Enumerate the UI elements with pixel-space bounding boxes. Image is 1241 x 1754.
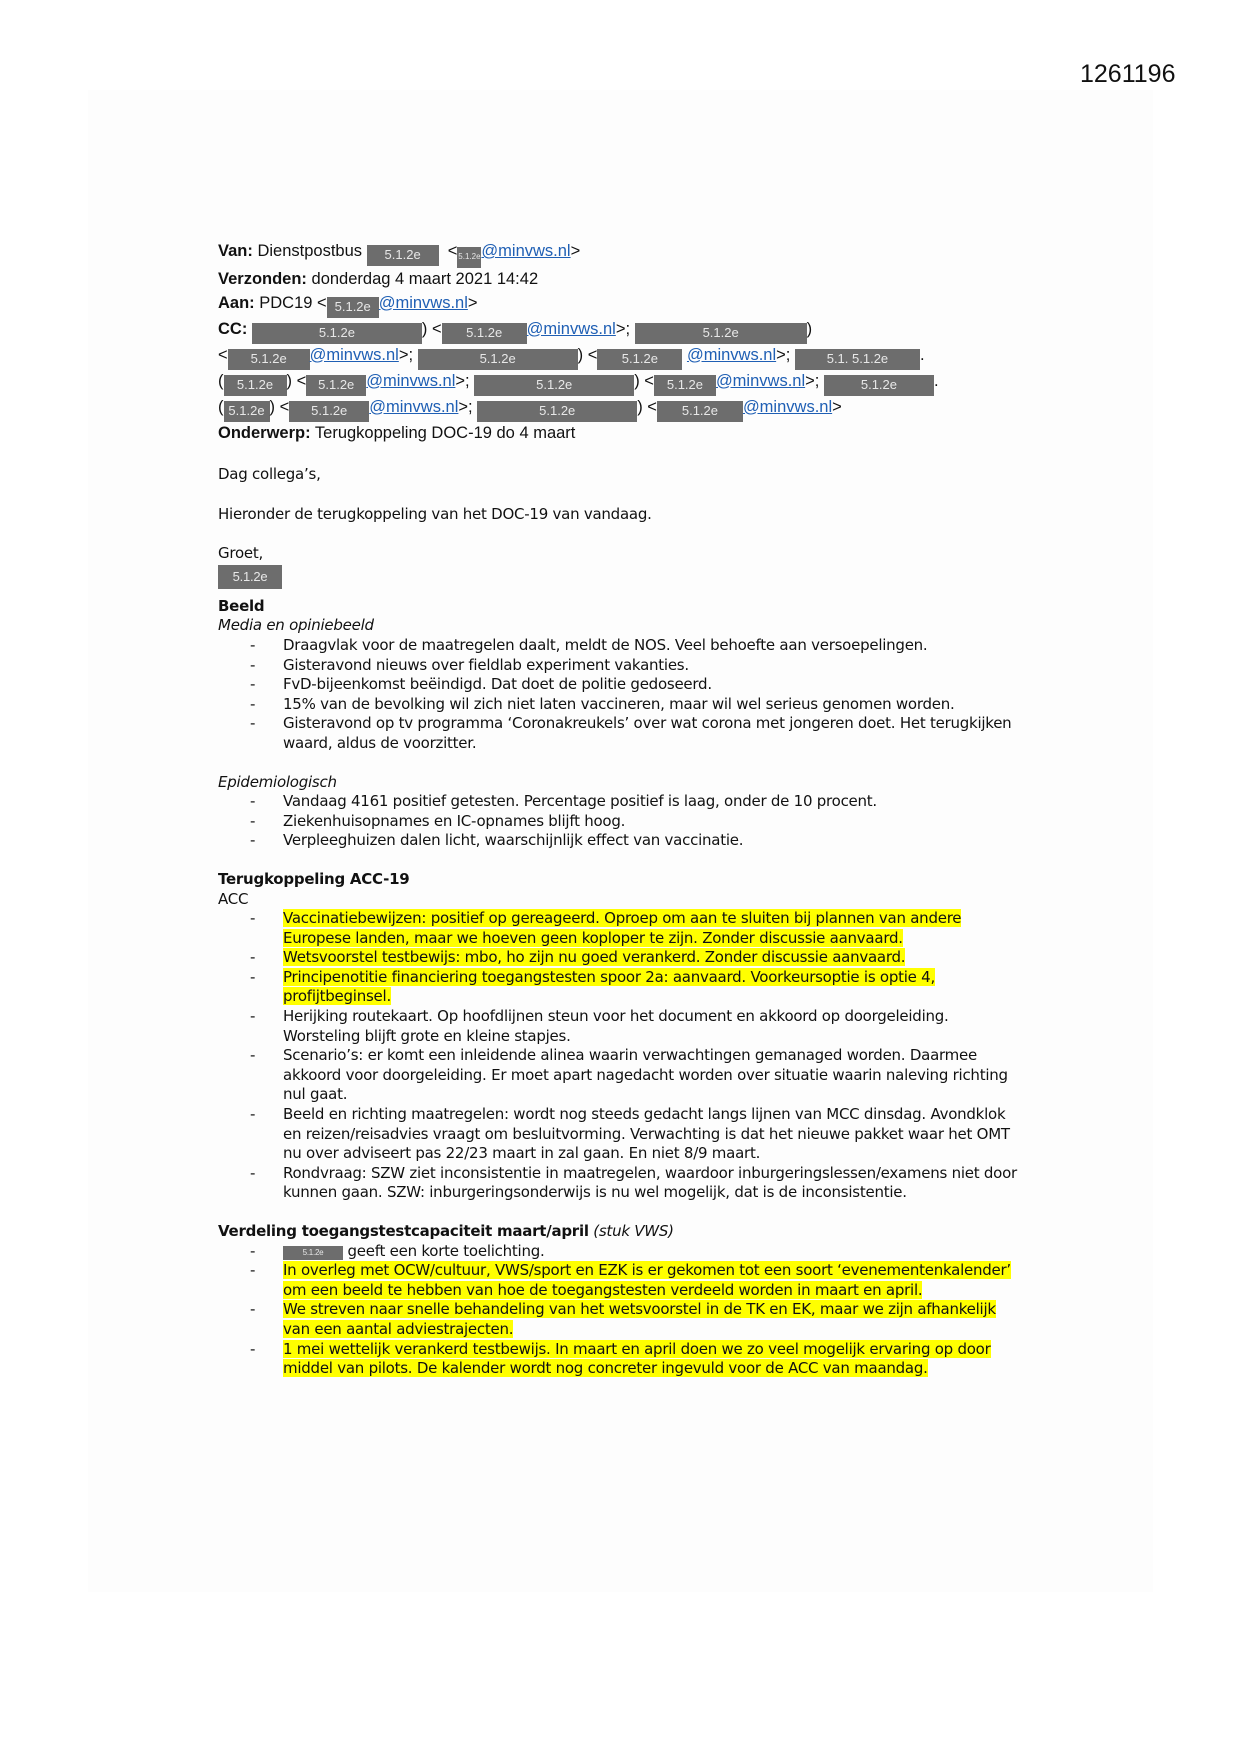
section-title-beeld: Beeld (218, 596, 265, 615)
redaction-box: 5.1.2e (597, 349, 682, 370)
redaction-box: 5.1.2e (224, 401, 270, 422)
subject-label: Onderwerp: (218, 423, 311, 442)
from-name: Dienstpostbus (257, 242, 363, 260)
highlighted-text: In overleg met OCW/cultuur, VWS/sport en EZK is er gekomen tot een soort ‘evenementenkalender’ om een beeld te hebben van hoe de toegangstesten verdeeld worden in maart en april. (283, 1261, 1011, 1299)
epi-list (218, 792, 1018, 851)
redaction-box: 5.1.2e (657, 401, 743, 422)
verdeling-title: Verdeling toegangstestcapaciteit maart/april (218, 1222, 589, 1240)
list-item (283, 1261, 1018, 1300)
list-item: - Ziekenhuisopnames en IC-opnames blijft hoog. (283, 812, 1018, 832)
list-item (283, 968, 1018, 1007)
sent-label: Verzonden: (218, 270, 307, 288)
cc-line-1: CC: 5.1.2e ) < 5.1.2e @minvws.nl>; 5.1.2e ) (218, 318, 1018, 344)
redaction-box: 5.1.2e (306, 375, 366, 396)
email-header (218, 240, 1018, 445)
list-item: - Vandaag 4161 positief getesten. Percentage positief is laag, onder de 10 procent. (283, 792, 1018, 812)
redaction-box: 5.1.2e (457, 247, 481, 268)
redaction-box: 5.1. 5.1.2e (795, 349, 920, 370)
closing: Groet, (218, 544, 264, 563)
media-list (218, 636, 1018, 754)
email-link[interactable]: @minvws.nl (366, 371, 456, 390)
email-link[interactable]: @minvws.nl (715, 371, 806, 390)
highlighted-text: Principenotitie financiering toegangstesten spoor 2a: aanvaard. Voorkeursoptie is optie 4, profijtbeginsel. (283, 967, 935, 1006)
highlighted-text: Wetsvoorstel testbewijs: mbo, ho zijn nu goed verankerd. Zonder discussie aanvaard. (283, 948, 906, 967)
redaction-box: 5.1.2e (477, 401, 637, 422)
list-item (283, 1300, 1018, 1339)
list-item: - Scenario’s: er komt een inleidende alinea waarin verwachtingen gemanaged worden. Daarmee akkoord voor doorgeleiding. Er moet apart nagedacht worden over situatie waarin naleving richting nul gaat. (283, 1046, 1018, 1105)
redaction-box: 5.1.2e (654, 375, 716, 396)
section-title-acc: Terugkoppeling ACC-19 (218, 869, 410, 888)
redaction-box: 5.1.2e (224, 375, 287, 396)
cc-line-2: < 5.1.2e @minvws.nl>; 5.1.2e ) < 5.1.2e @minvws.nl>; 5.1. 5.1.2e . (218, 344, 1018, 370)
from-line: Van: Dienstpostbus 5.1.2e <5.1.2e@minvws.nl> (218, 240, 1018, 268)
list-item: - Gisteravond op tv programma ‘Coronakreukels’ over wat corona met jongeren doet. Het terugkijken waard, aldus de voorzitter. (283, 714, 1018, 753)
list-item: - Gisteravond nieuws over fieldlab experiment vakanties. (283, 656, 1018, 676)
highlighted-text: Vaccinatiebewijzen: positief op gereageerd. Oproep om aan te sluiten bij plannen van andere Europese landen, maar we hoeven geen koploper te zijn. Zonder discussie aanvaard. (283, 909, 962, 947)
list-item: - 15% van de bevolking wil zich niet laten vaccineren, maar wil wel serieus genomen worden. (283, 695, 1018, 715)
redaction-box: 5.1.2e (228, 349, 310, 370)
verdeling-note: (stuk VWS) (593, 1222, 674, 1240)
subtitle-epi: Epidemiologisch (218, 772, 337, 791)
verdeling-list (218, 1242, 1018, 1379)
subject-value: Terugkoppeling DOC-19 do 4 maart (314, 423, 576, 442)
redaction-box: 5.1.2e (327, 297, 379, 318)
list-item: - FvD-bijeenkomst beëindigd. Dat doet de politie gedoseerd. (283, 675, 1018, 695)
email-link[interactable]: @minvws.nl (378, 293, 468, 312)
email-content (218, 240, 1018, 1379)
greeting: Dag collega’s, (218, 465, 321, 483)
item-text: geeft een korte toelichting. (347, 1241, 545, 1260)
redaction-box: 5.1.2e (635, 323, 807, 344)
list-item (283, 948, 1018, 968)
list-item (283, 1242, 1018, 1262)
redaction-box: 5.1.2e (418, 349, 578, 370)
redaction-box: 5.1.2e (442, 323, 527, 344)
list-item (283, 1340, 1018, 1379)
email-link[interactable]: @minvws.nl (369, 397, 459, 416)
subject-line (218, 422, 1018, 446)
acc-list (218, 909, 1018, 1203)
email-link[interactable]: @minvws.nl (481, 242, 571, 260)
redaction-box: 5.1.2e (824, 375, 934, 396)
highlighted-text: 1 mei wettelijk verankerd testbewijs. In maart en april doen we zo veel mogelijk ervaring op door middel van pilots. De kalender wordt nog concreter ingevuld voor de ACC van maandag. (283, 1339, 991, 1378)
redaction-box: 5.1.2e (474, 375, 634, 396)
redaction-box: 5.1.2e (283, 1246, 343, 1260)
sent-value: donderdag 4 maart 2021 14:42 (311, 270, 539, 288)
to-name: PDC19 (259, 293, 313, 312)
document-id: 1261196 (1080, 60, 1176, 88)
section-title-verdeling (218, 1222, 1018, 1242)
email-body (218, 445, 1018, 1379)
redaction-box: 5.1.2e (252, 323, 422, 344)
sent-line (218, 268, 1018, 292)
email-link[interactable]: @minvws.nl (309, 345, 399, 364)
list-item: - Rondvraag: SZW ziet inconsistentie in maatregelen, waardoor inburgeringslessen/examens niet door kunnen gaan. SZW: inburgeringsonderwijs is nu wel mogelijk, dat is de inconsistentie. (283, 1164, 1018, 1203)
list-item: - Herijking routekaart. Op hoofdlijnen steun voor het document en akkoord op doorgeleiding. Worsteling blijft grote en kleine stapjes. (283, 1007, 1018, 1046)
cc-line-4: ( 5.1.2e ) < 5.1.2e @minvws.nl>; 5.1.2e ) < 5.1.2e @minvws.nl> (218, 396, 1018, 422)
intro: Hieronder de terugkoppeling van het DOC-19 van vandaag. (218, 504, 652, 523)
cc-line-3: ( 5.1.2e ) < 5.1.2e @minvws.nl>; 5.1.2e ) < 5.1.2e @minvws.nl>; 5.1.2e . (218, 370, 1018, 396)
subtitle-acc: ACC (218, 889, 249, 908)
email-link[interactable]: @minvws.nl (686, 345, 777, 364)
redaction-box: 5.1.2e (367, 245, 439, 266)
list-item: - Beeld en richting maatregelen: wordt nog steeds gedacht langs lijnen van MCC dinsdag. Avondklok en reizen/reisadvies vraagt om besluitvorming. Verwachting is dat het nieuwe pakket waar het OMT nu over adviseert pas 22/23 maart in zal gaan. En niet 8/9 maart. (283, 1105, 1018, 1164)
redaction-box: 5.1.2e (289, 401, 369, 422)
cc-label: CC: (218, 319, 248, 338)
list-item: - Draagvlak voor de maatregelen daalt, meldt de NOS. Veel behoefte aan versoepelingen. (283, 636, 1018, 656)
list-item: - Verpleeghuizen dalen licht, waarschijnlijk effect van vaccinatie. (283, 831, 1018, 851)
highlighted-text: We streven naar snelle behandeling van het wetsvoorstel in de TK en EK, maar we zijn afhankelijk van een aantal adviestrajecten. (283, 1300, 996, 1338)
email-link[interactable]: @minvws.nl (526, 319, 616, 338)
to-line: Aan: PDC19 < 5.1.2e @minvws.nl> (218, 292, 1018, 318)
to-label: Aan: (218, 293, 255, 312)
from-label: Van: (218, 242, 253, 260)
list-item (283, 909, 1018, 948)
email-link[interactable]: @minvws.nl (742, 397, 833, 416)
signature-redaction: 5.1.2e (218, 565, 282, 589)
subtitle-media: Media en opiniebeeld (218, 616, 374, 635)
